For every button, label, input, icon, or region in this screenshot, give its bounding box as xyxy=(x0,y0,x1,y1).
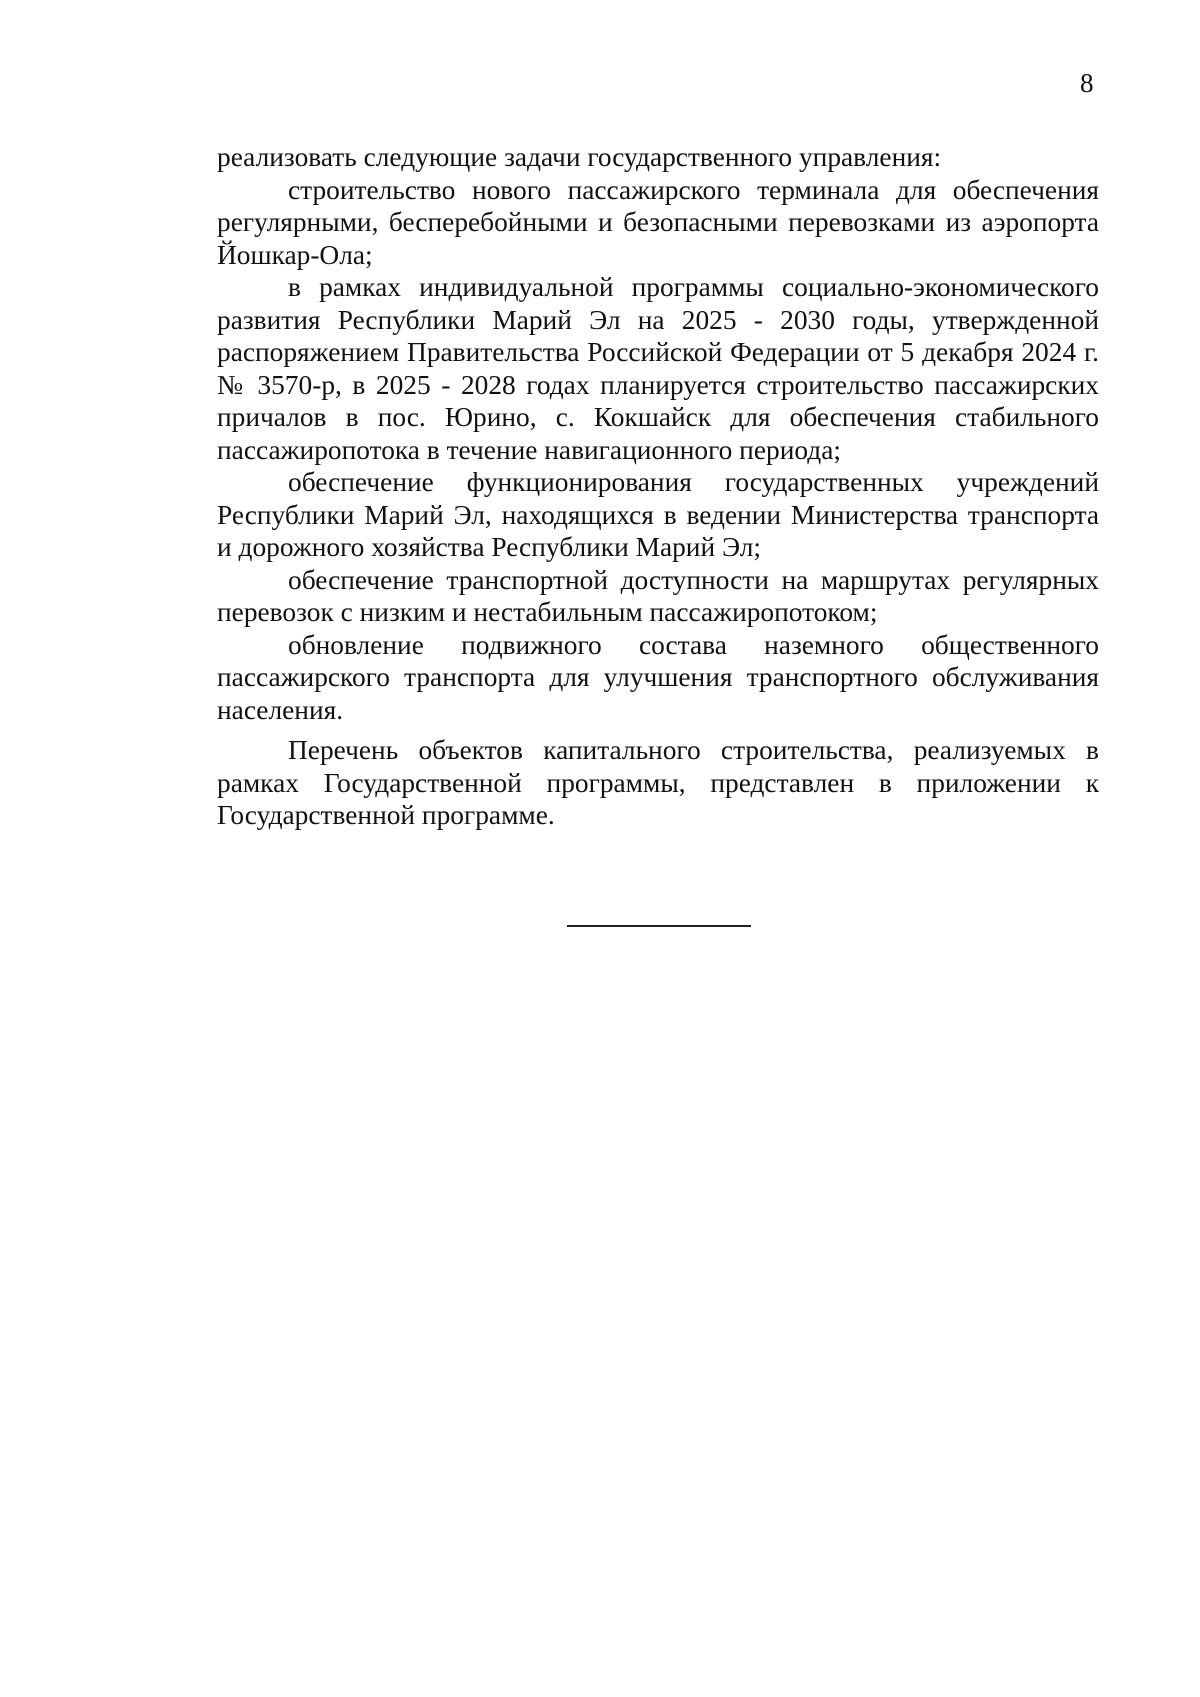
paragraph-tasks-intro: реализовать следующие задачи государственного управления: xyxy=(217,142,942,172)
paragraph-rolling-stock: обновление подвижного состава наземного общественного пассажирского транспорта для улучшения транспортного обслуживания населения. xyxy=(217,629,1099,725)
paragraph-accessibility: обеспечение транспортной доступности на маршрутах регулярных перевозок с низким и нестабильным пассажиропотоком; xyxy=(217,564,1099,627)
paragraph-capital-objects: Перечень объектов капитального строительства, реализуемых в рамках Государственной программы, представлен в приложении к Государственной программе. xyxy=(217,735,1099,830)
paragraph-institutions: обеспечение функционирования государственных учреждений Республики Марий Эл, находящихся в ведении Министерства транспорта и дорожного хозяйства Республики Марий Эл; xyxy=(217,467,1099,562)
end-divider xyxy=(567,925,751,927)
paragraph-terminal: строительство нового пассажирского терминала для обеспечения регулярными, бесперебойными и безопасными перевозками из аэропорта Йошкар-Ола; xyxy=(217,174,1099,270)
page-number: 8 xyxy=(1080,68,1094,98)
document-body xyxy=(217,141,1099,832)
paragraph-piers: в рамках индивидуальной программы социально-экономического развития Республики Марий Эл на 2025 - 2030 годы, утвержденной распоряжением Правительства Российской Федерации от 5 декабря 2024 г. № 3570-р, в 2025 - 2028 годах планируется строительство пассажирских причалов в пос. Юрино, с. Кокшайск для обеспечения стабильного пассажиропотока в течение навигационного периода; xyxy=(217,272,1099,465)
